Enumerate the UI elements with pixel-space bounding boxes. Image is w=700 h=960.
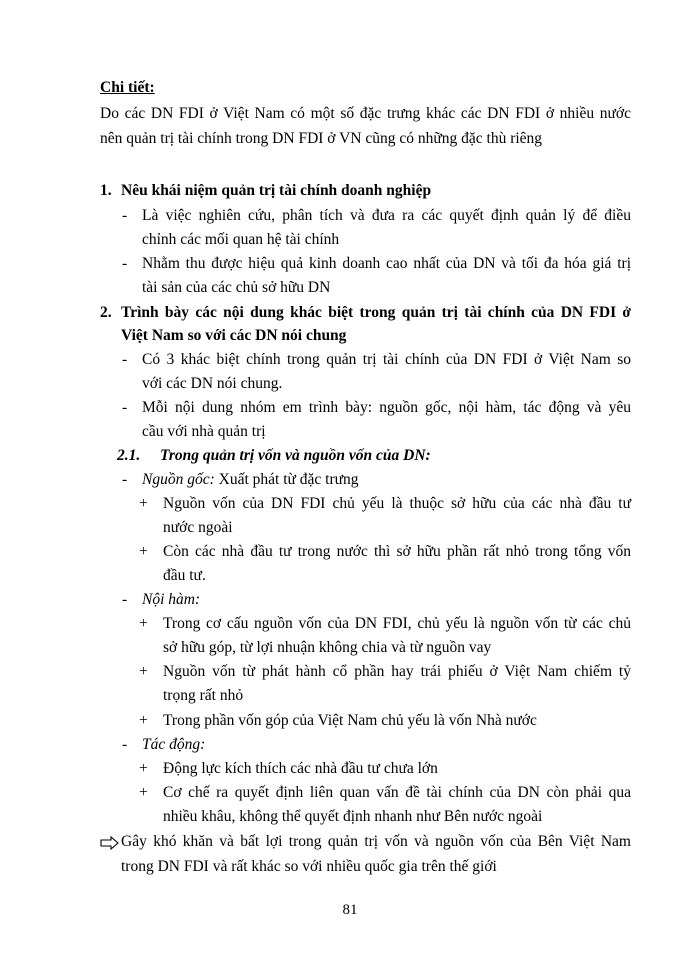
impact-item-2-line-1: Cơ chế ra quyết định liên quan vấn đề tài chính của DN còn phải qua [163,784,631,801]
origin-label: Nguồn gốc: [142,471,215,488]
content-label: Nội hàm: [142,591,201,608]
content-item-1-line-2: sở hữu góp, từ lợi nhuận không chia và từ nguồn vay [163,639,492,656]
section-2-title-line-1: Trình bày các nội dung khác biệt trong quản trị tài chính của DN FDI ở [121,304,631,321]
bullet-plus: + [139,663,148,680]
detail-heading: Chi tiết: [100,79,155,96]
origin-item-2-line-2: đầu tư. [163,567,206,584]
bullet-plus: + [139,712,148,729]
section-2-number: 2. [100,304,112,321]
impact-label: Tác động: [142,736,206,753]
section-2-bullet-2-line-1: Mỗi nội dung nhóm em trình bày: nguồn gốc, nội hàm, tác động và yêu [142,399,631,416]
conclusion-line-2: trong DN FDI và rất khác so với nhiều quốc gia trên thế giới [121,858,497,875]
content-item-2-line-1: Nguồn vốn từ phát hành cổ phần hay trái phiếu ở Việt Nam chiếm tỷ [163,663,631,680]
arrow-right-icon [100,836,120,850]
origin-item-1-line-2: nước ngoài [163,519,233,536]
origin-item-1-line-1: Nguồn vốn của DN FDI chủ yếu là thuộc sở hữu của các nhà đầu tư [163,495,631,512]
origin-text: Xuất phát từ đặc trưng [214,471,359,488]
bullet-plus: + [139,615,148,632]
bullet-plus: + [139,495,148,512]
bullet-plus: + [139,543,148,560]
section-2-title-line-2: Việt Nam so với các DN nói chung [121,327,347,344]
origin-item-2-line-1: Còn các nhà đầu tư trong nước thì sở hữu phần rất nhỏ trong tổng vốn [163,543,631,560]
intro-line-2: nên quản trị tài chính trong DN FDI ở VN cũng có những đặc thù riêng [100,130,543,147]
section-2-bullet-2-line-2: cầu với nhà quản trị [142,423,266,440]
bullet-plus: + [139,760,148,777]
bullet-dash: - [122,207,128,224]
content-item-2-line-2: trọng rất nhỏ [163,687,244,704]
subsection-number: 2.1. [117,447,141,464]
impact-item-2-line-2: nhiều khâu, không thể quyết định nhanh như Bên nước ngoài [163,808,543,825]
bullet-dash: - [122,399,128,416]
impact-item-1-line-1: Động lực kích thích các nhà đầu tư chưa lớn [163,760,438,777]
bullet-dash: - [122,255,128,272]
bullet-plus: + [139,784,148,801]
bullet-dash: - [122,736,128,753]
section-1-bullet-2-line-1: Nhằm thu được hiệu quả kinh doanh cao nhất của DN và tối đa hóa giá trị [142,255,631,272]
page-number: 81 [342,902,358,918]
subsection-title: Trong quản trị vốn và nguồn vốn của DN: [160,447,431,464]
section-1-number: 1. [100,182,112,199]
section-1-title: Nêu khái niệm quản trị tài chính doanh nghiệp [121,182,432,199]
bullet-dash: - [122,591,128,608]
section-1-bullet-2-line-2: tài sản của các chủ sở hữu DN [142,279,331,296]
conclusion-line-1: Gây khó khăn và bất lợi trong quản trị vốn và nguồn vốn của Bên Việt Nam [121,833,631,850]
intro-line-1: Do các DN FDI ở Việt Nam có một số đặc trưng khác các DN FDI ở nhiều nước [100,105,631,122]
section-1-bullet-1-line-1: Là việc nghiên cứu, phân tích và đưa ra các quyết định quản lý để điều [142,207,631,224]
section-2-bullet-1-line-2: với các DN nói chung. [142,375,283,392]
content-item-1-line-1: Trong cơ cấu nguồn vốn của DN FDI, chủ yếu là nguồn vốn từ các chủ [163,615,631,632]
origin-line [142,470,359,490]
content-item-3-line-1: Trong phần vốn góp của Việt Nam chủ yếu là vốn Nhà nước [163,712,537,729]
bullet-dash: - [122,351,128,368]
section-1-bullet-1-line-2: chỉnh các mối quan hệ tài chính [142,231,340,248]
bullet-dash: - [122,471,128,488]
section-2-bullet-1-line-1: Có 3 khác biệt chính trong quản trị tài chính của DN FDI ở Việt Nam so [142,351,631,368]
